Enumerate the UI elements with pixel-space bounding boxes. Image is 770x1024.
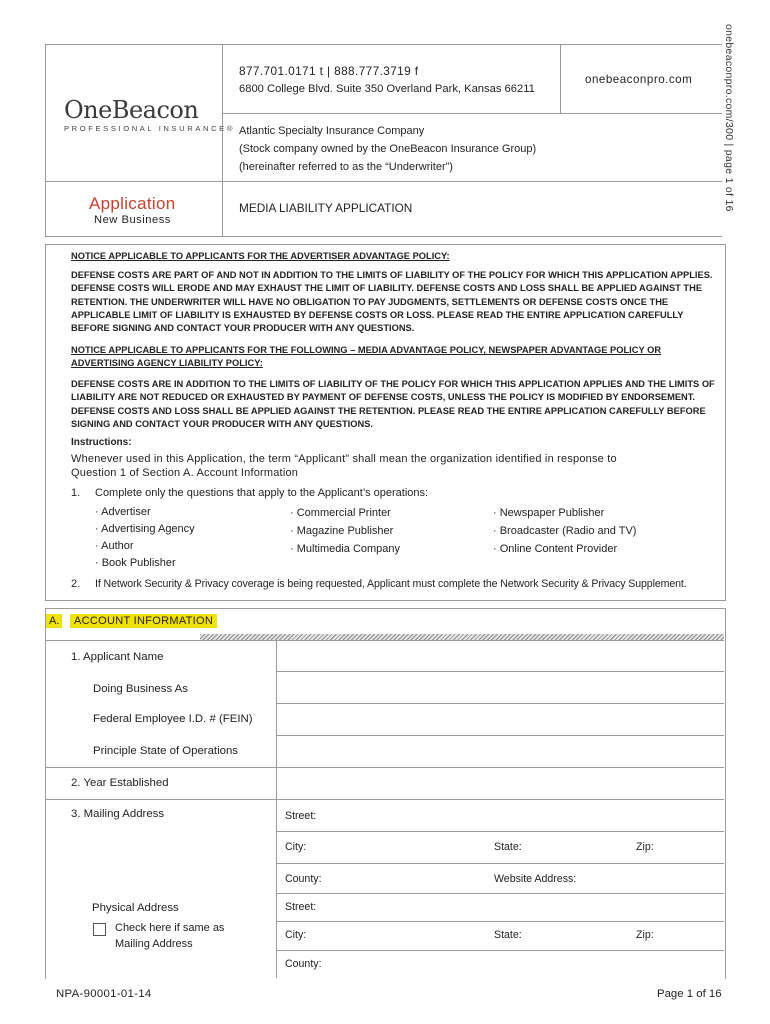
q2-year-established-label: 2. Year Established [71,777,169,789]
underwriter-ownership: (Stock company owned by the OneBeacon Insurance Group) [239,143,537,155]
application-title: Application [89,194,176,213]
operation-advertiser: · Advertiser [95,506,151,518]
physical-zip-input[interactable] [656,922,723,950]
application-subtitle: New Business [94,214,171,226]
physical-street-input[interactable] [330,894,723,921]
operation-book-publisher: · Book Publisher [95,557,176,569]
mailing-zip-label: Zip: [636,841,654,853]
operation-commercial-printer: · Commercial Printer [290,507,391,519]
same-as-mailing-label-2: Mailing Address [115,938,193,950]
operations-column-1 [95,504,195,572]
mailing-county-label: County: [285,873,322,885]
dba-input[interactable] [277,672,723,703]
mailing-zip-input[interactable] [656,832,723,863]
physical-state-label: State: [494,929,522,941]
mailing-city-input[interactable] [310,832,490,863]
fein-label: Federal Employee I.D. # (FEIN) [93,713,253,725]
operations-column-3 [493,504,636,558]
operation-multimedia-company: · Multimedia Company [290,543,401,555]
logo-tagline: PROFESSIONAL INSURANCE® [64,124,236,133]
operation-online-content-provider: · Online Content Provider [493,543,618,555]
website-link[interactable]: onebeaconpro.com [585,73,693,86]
underwriter-company-name: Atlantic Specialty Insurance Company [239,125,425,137]
mailing-street-input[interactable] [330,800,723,831]
instructions-intro-2: Question 1 of Section A. Account Information [71,467,299,479]
applicant-name-input[interactable] [277,641,723,671]
instructions-intro-1: Whenever used in this Application, the term “Applicant” shall mean the organization identified in response to [71,453,617,465]
section-a-letter: A. [46,614,62,628]
side-page-tab: onebeaconpro.com/300 | page 1 of 16 [723,24,735,212]
company-logo: OneBeacon [64,96,199,124]
mailing-city-label: City: [285,841,307,853]
state-of-operations-label: Principle State of Operations [93,745,238,757]
notice-advertiser-body: DEFENSE COSTS ARE PART OF AND NOT IN ADDITION TO THE LIMITS OF LIABILITY OF THE POLICY FOR WHICH THIS APPLICATION APPLIES. DEFENSE COSTS WILL ERODE AND MAY EXHAUST THE LIMIT OF LIABILITY. DEFENSE COSTS AND LOSS SHALL BE APPLIED AGAINST THE RETENTION. THE UNDERWRITER WILL HAVE NO OBLIGATION TO PAY JUDGMENTS, SETTLEMENTS OR DEFENSE COSTS ONCE THE APPLICABLE LIMIT OF LIABILITY IS EXHAUSTED BY DEFENSE COSTS OR LOSS. PLEASE READ THE ENTIRE APPLICATION CAREFULLY BEFORE SIGNING AND CONTACT YOUR PRODUCER WITH ANY QUESTIONS. [71,270,713,334]
dba-label: Doing Business As [93,683,188,695]
office-address: 6800 College Blvd. Suite 350 Overland Park, Kansas 66211 [239,83,535,95]
physical-county-label: County: [285,958,322,970]
physical-state-input[interactable] [528,922,628,950]
q3-mailing-address-label: 3. Mailing Address [71,808,165,820]
mailing-street-label: Street: [285,810,317,822]
phone-fax-line: 877.701.0171 t | 888.777.3719 f [239,64,419,78]
form-number: NPA-90001-01-14 [56,988,152,1000]
mailing-state-label: State: [494,841,522,853]
same-as-mailing-label-1: Check here if same as [115,922,225,934]
fein-input[interactable] [277,704,723,735]
form-title: MEDIA LIABILITY APPLICATION [239,201,413,215]
mailing-county-input[interactable] [325,864,490,893]
physical-city-input[interactable] [310,922,490,950]
notice-media-body: DEFENSE COSTS ARE IN ADDITION TO THE LIMITS OF LIABILITY OF THE POLICY FOR WHICH THIS APPLICATION APPLIES AND THE LIMITS OF LIABILITY ARE NOT REDUCED OR EXHAUSTED BY PAYMENT OF DEFENSE COSTS, UNLESS THE POLICY IS MODIFIED BY ENDORSEMENT. DEFENSE COSTS AND LOSS SHALL BE APPLIED AGAINST THE RETENTION. PLEASE READ THE ENTIRE APPLICATION CAREFULLY BEFORE SIGNING AND CONTACT YOUR PRODUCER WITH ANY QUESTIONS. [71,379,715,429]
physical-address-label: Physical Address [92,902,179,914]
operation-magazine-publisher: · Magazine Publisher [290,525,394,537]
physical-zip-label: Zip: [636,929,654,941]
q1-applicant-name-label: 1. Applicant Name [71,651,164,663]
operation-broadcaster: · Broadcaster (Radio and TV) [493,525,637,537]
page-number: Page 1 of 16 [657,988,722,1000]
same-as-mailing-checkbox[interactable] [93,923,106,936]
year-established-input[interactable] [277,768,723,799]
state-of-operations-input[interactable] [277,736,723,767]
physical-county-input[interactable] [325,951,723,977]
instruction-2-text: If Network Security & Privacy coverage is being requested, Applicant must complete the Network Security & Privacy Supplement. [95,578,687,590]
physical-city-label: City: [285,929,307,941]
instruction-2-number: 2. [71,578,81,590]
operations-column-2 [290,504,400,558]
operation-author: · Author [95,540,134,552]
operation-advertising-agency: · Advertising Agency [95,523,195,535]
website-address-label: Website Address: [494,873,577,885]
mailing-state-input[interactable] [528,832,628,863]
underwriter-definition: (hereinafter referred to as the “Underwriter”) [239,161,453,173]
notice-advertiser-heading: NOTICE APPLICABLE TO APPLICANTS FOR THE ADVERTISER ADVANTAGE POLICY: [71,251,450,261]
operation-newspaper-publisher: · Newspaper Publisher [493,507,605,519]
instruction-1-number: 1. [71,487,81,499]
instructions-heading: Instructions: [71,437,132,448]
instruction-1-text: Complete only the questions that apply to the Applicant’s operations: [95,487,429,499]
section-a-title: ACCOUNT INFORMATION [70,614,217,628]
website-address-input[interactable] [580,864,723,893]
notice-media-heading: NOTICE APPLICABLE TO APPLICANTS FOR THE FOLLOWING – MEDIA ADVANTAGE POLICY, NEWSPAPER ADVANTAGE POLICY OR ADVERTISING AGENCY LIABILITY POLICY: [71,345,662,369]
physical-street-label: Street: [285,901,317,913]
